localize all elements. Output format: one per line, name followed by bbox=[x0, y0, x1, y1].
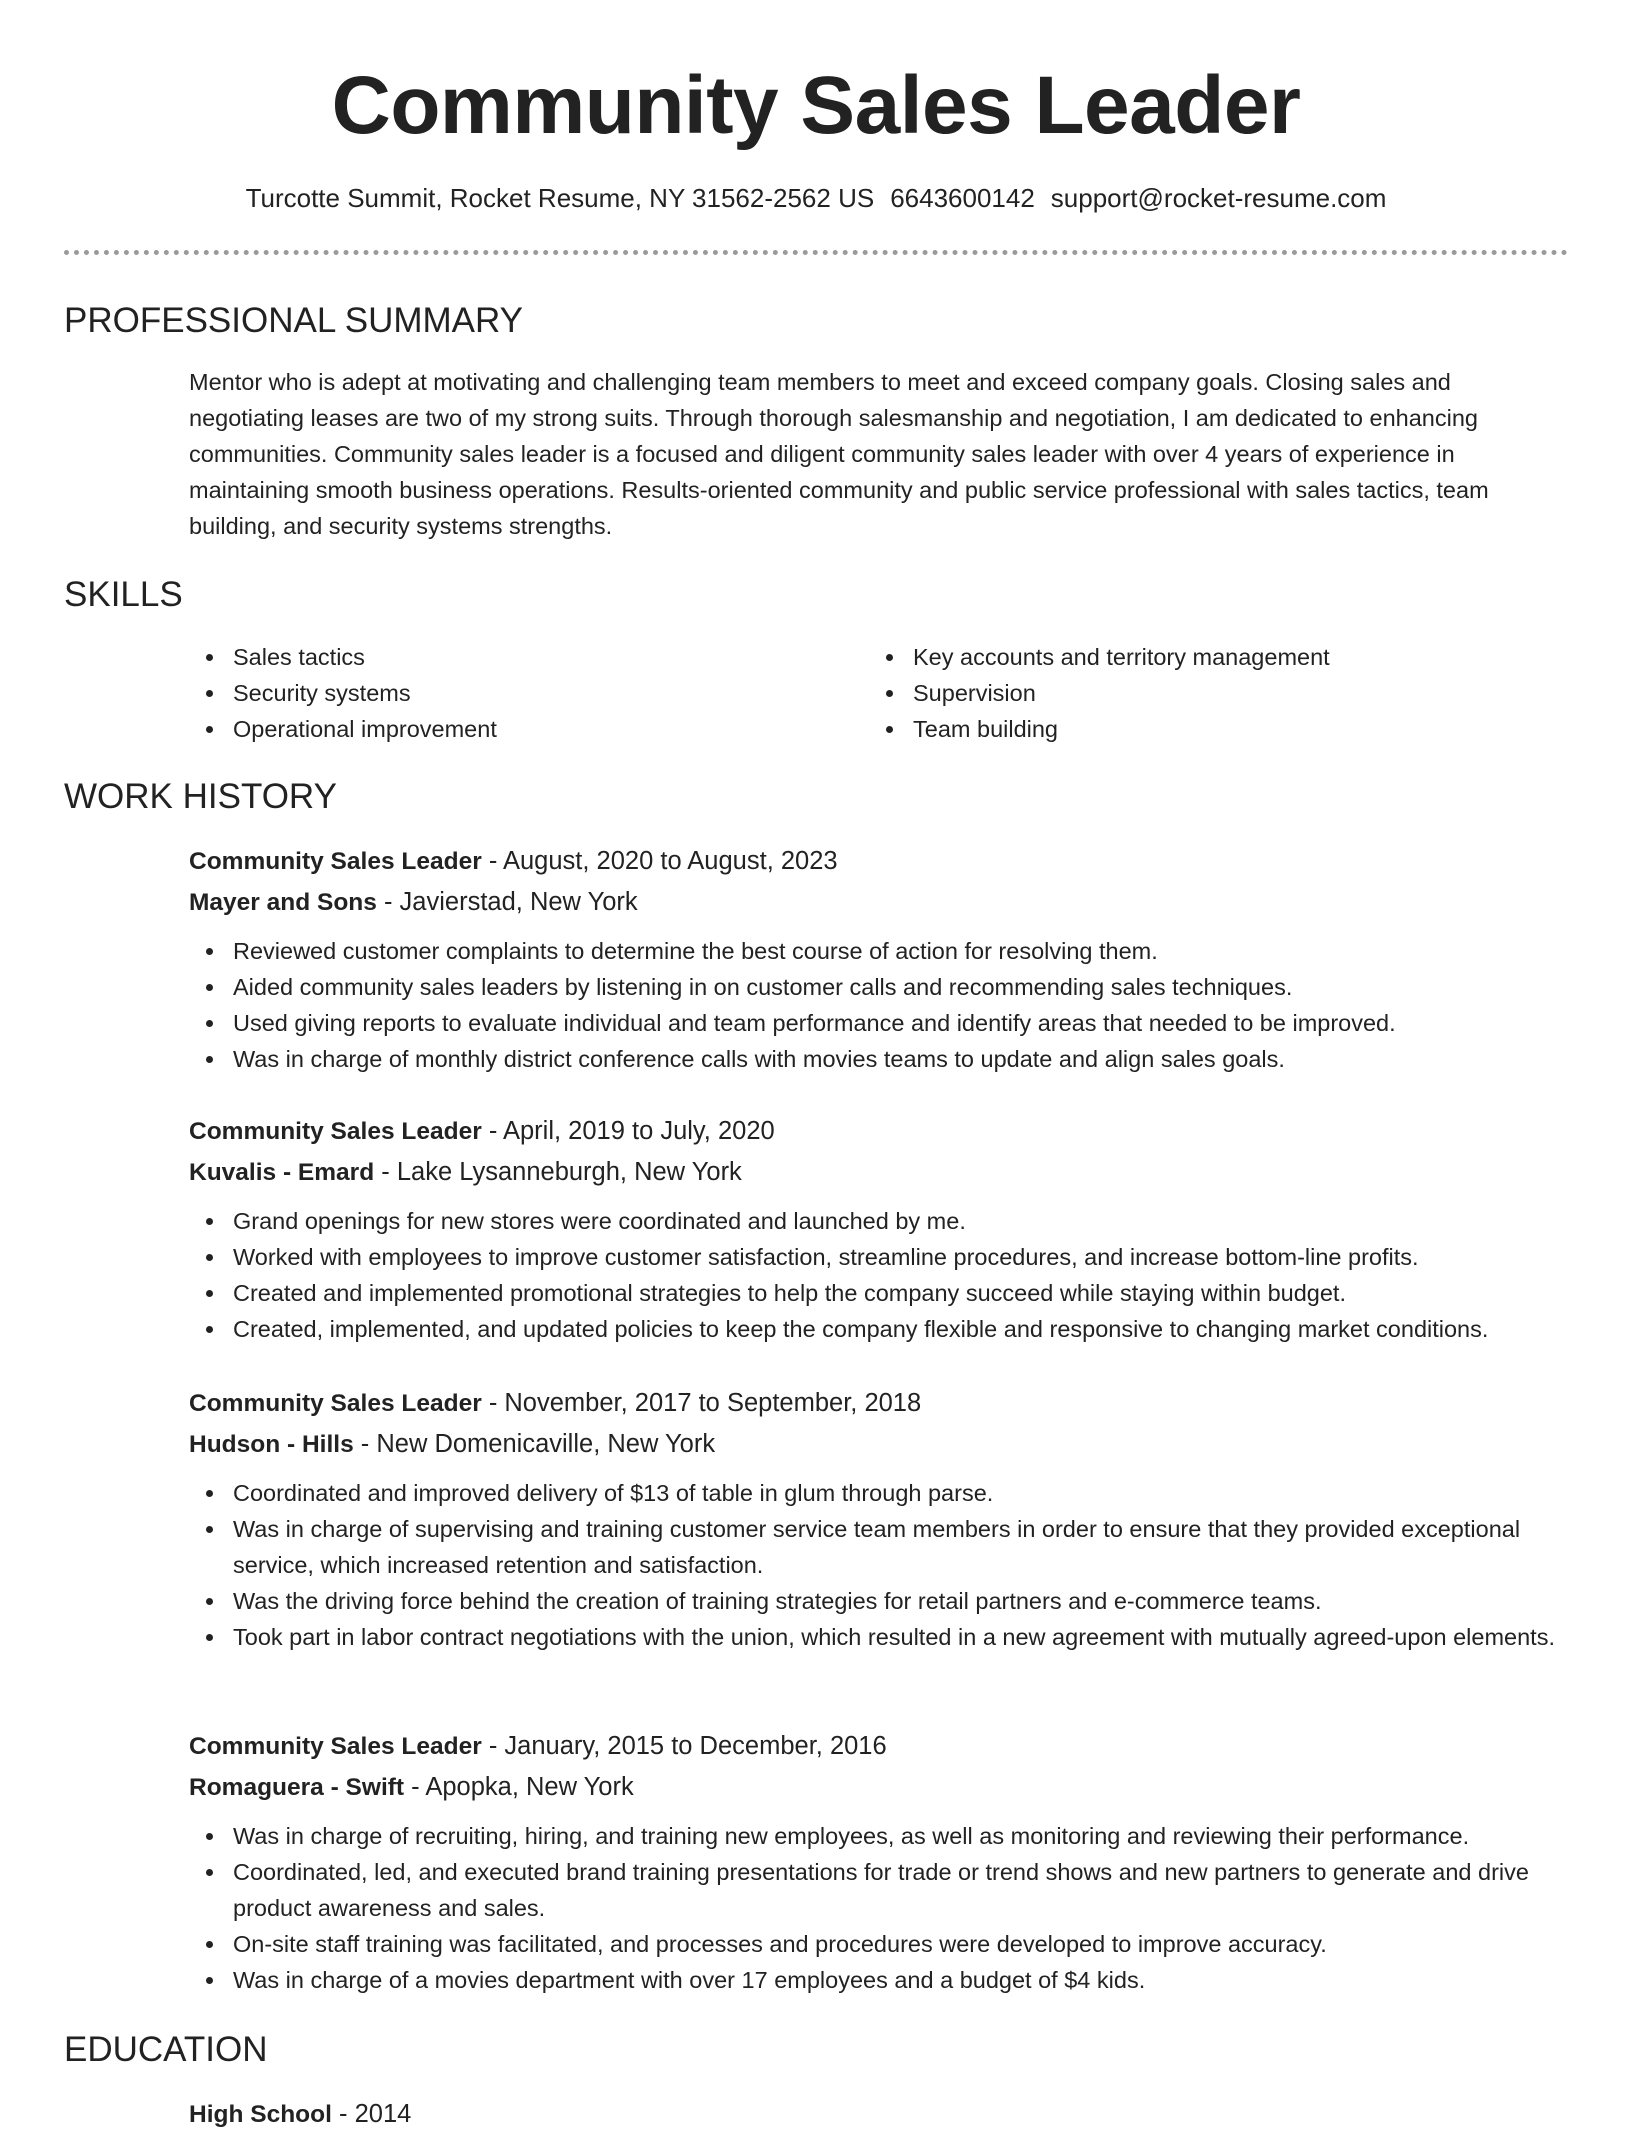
skill-item: Security systems bbox=[189, 675, 869, 711]
job-location: - Javierstad, New York bbox=[376, 888, 638, 916]
education-year: - 2014 bbox=[331, 2100, 412, 2128]
contact-line bbox=[0, 180, 1632, 216]
job-company: Hudson - Hills bbox=[189, 1431, 354, 1458]
header-divider bbox=[64, 250, 1568, 255]
education-heading: EDUCATION bbox=[64, 2030, 268, 2069]
job-bullets bbox=[189, 1818, 1579, 1998]
skill-item: Supervision bbox=[869, 675, 1549, 711]
job-company-line bbox=[189, 882, 1579, 923]
skill-item: Sales tactics bbox=[189, 639, 869, 675]
job-entry bbox=[189, 841, 1579, 1077]
job-title-line bbox=[189, 1111, 1579, 1152]
job-company: Kuvalis - Emard bbox=[189, 1159, 375, 1186]
education-entry bbox=[189, 2094, 1579, 2135]
contact-phone: 6643600142 bbox=[890, 183, 1035, 213]
skills-heading: SKILLS bbox=[64, 575, 183, 614]
job-dates: - August, 2020 to August, 2023 bbox=[481, 847, 838, 875]
job-bullet: Was in charge of a movies department with over 17 employees and a budget of $4 kids. bbox=[189, 1962, 1579, 1998]
job-role: Community Sales Leader bbox=[189, 848, 482, 875]
job-bullet: Coordinated and improved delivery of $13 of table in glum through parse. bbox=[189, 1475, 1579, 1511]
job-bullets bbox=[189, 1475, 1579, 1655]
skill-item: Operational improvement bbox=[189, 711, 869, 747]
job-company: Romaguera - Swift bbox=[189, 1774, 405, 1801]
job-title-line bbox=[189, 1383, 1579, 1424]
skill-item: Key accounts and territory management bbox=[869, 639, 1549, 675]
job-title-line bbox=[189, 1726, 1579, 1767]
job-bullet: Was the driving force behind the creation of training strategies for retail partners and e-commerce teams. bbox=[189, 1583, 1579, 1619]
job-dates: - April, 2019 to July, 2020 bbox=[481, 1117, 775, 1145]
job-bullet: Used giving reports to evaluate individual and team performance and identify areas that needed to be improved. bbox=[189, 1005, 1579, 1041]
skills-column-right bbox=[869, 639, 1549, 747]
job-location: - New Domenicaville, New York bbox=[353, 1430, 716, 1458]
job-bullet: Created and implemented promotional strategies to help the company succeed while staying within budget. bbox=[189, 1275, 1579, 1311]
job-bullets bbox=[189, 1203, 1579, 1347]
summary-heading: PROFESSIONAL SUMMARY bbox=[64, 301, 523, 340]
job-bullet: Was in charge of supervising and training customer service team members in order to ensure that they provided exceptional service, which increased retention and satisfaction. bbox=[189, 1511, 1579, 1583]
job-company: Mayer and Sons bbox=[189, 889, 377, 916]
job-bullet: Reviewed customer complaints to determine the best course of action for resolving them. bbox=[189, 933, 1579, 969]
job-entry bbox=[189, 1383, 1579, 1655]
job-bullet: Was in charge of recruiting, hiring, and training new employees, as well as monitoring and reviewing their performance. bbox=[189, 1818, 1579, 1854]
job-entry bbox=[189, 1726, 1579, 1998]
job-bullet: Worked with employees to improve customer satisfaction, streamline procedures, and increase bottom-line profits. bbox=[189, 1239, 1579, 1275]
page-title: Community Sales Leader bbox=[331, 60, 1301, 151]
job-bullet: Created, implemented, and updated policies to keep the company flexible and responsive to changing market conditions. bbox=[189, 1311, 1579, 1347]
job-company-line bbox=[189, 1767, 1579, 1808]
skill-item: Team building bbox=[869, 711, 1549, 747]
job-bullet: Was in charge of monthly district conference calls with movies teams to update and align sales goals. bbox=[189, 1041, 1579, 1077]
contact-address: Turcotte Summit, Rocket Resume, NY 31562-2562 US bbox=[245, 183, 875, 213]
education-line bbox=[189, 2094, 1579, 2135]
skills-list bbox=[189, 639, 1569, 747]
job-dates: - November, 2017 to September, 2018 bbox=[481, 1389, 922, 1417]
job-title-line bbox=[189, 841, 1579, 882]
education-degree: High School bbox=[189, 2101, 332, 2128]
job-role: Community Sales Leader bbox=[189, 1390, 482, 1417]
job-location: - Apopka, New York bbox=[404, 1773, 634, 1801]
job-bullet: Took part in labor contract negotiations with the union, which resulted in a new agreement with mutually agreed-upon elements. bbox=[189, 1619, 1579, 1655]
job-role: Community Sales Leader bbox=[189, 1118, 482, 1145]
job-bullet: Aided community sales leaders by listening in on customer calls and recommending sales techniques. bbox=[189, 969, 1579, 1005]
job-role: Community Sales Leader bbox=[189, 1733, 482, 1760]
work-history-heading: WORK HISTORY bbox=[64, 777, 337, 816]
job-bullet: On-site staff training was facilitated, and processes and procedures were developed to improve accuracy. bbox=[189, 1926, 1579, 1962]
contact-email: support@rocket-resume.com bbox=[1050, 183, 1387, 213]
job-entry bbox=[189, 1111, 1579, 1347]
job-dates: - January, 2015 to December, 2016 bbox=[481, 1732, 887, 1760]
job-company-line bbox=[189, 1152, 1579, 1193]
job-company-line bbox=[189, 1424, 1579, 1465]
job-location: - Lake Lysanneburgh, New York bbox=[374, 1158, 742, 1186]
job-bullet: Coordinated, led, and executed brand training presentations for trade or trend shows and new partners to generate and drive product awareness and sales. bbox=[189, 1854, 1579, 1926]
summary-text: Mentor who is adept at motivating and challenging team members to meet and exceed company goals. Closing sales and negotiating leases are two of my strong suits. Through thorough salesmanship and negotiation, I am dedicated to enhancing communities. Community sales leader is a focused and diligent community sales leader with over 4 years of experience in maintaining smooth business operations. Results-oriented community and public service professional with sales tactics, team building, and security systems strengths. bbox=[189, 369, 1489, 539]
job-bullet: Grand openings for new stores were coordinated and launched by me. bbox=[189, 1203, 1579, 1239]
skills-column-left bbox=[189, 639, 869, 747]
job-bullets bbox=[189, 933, 1579, 1077]
